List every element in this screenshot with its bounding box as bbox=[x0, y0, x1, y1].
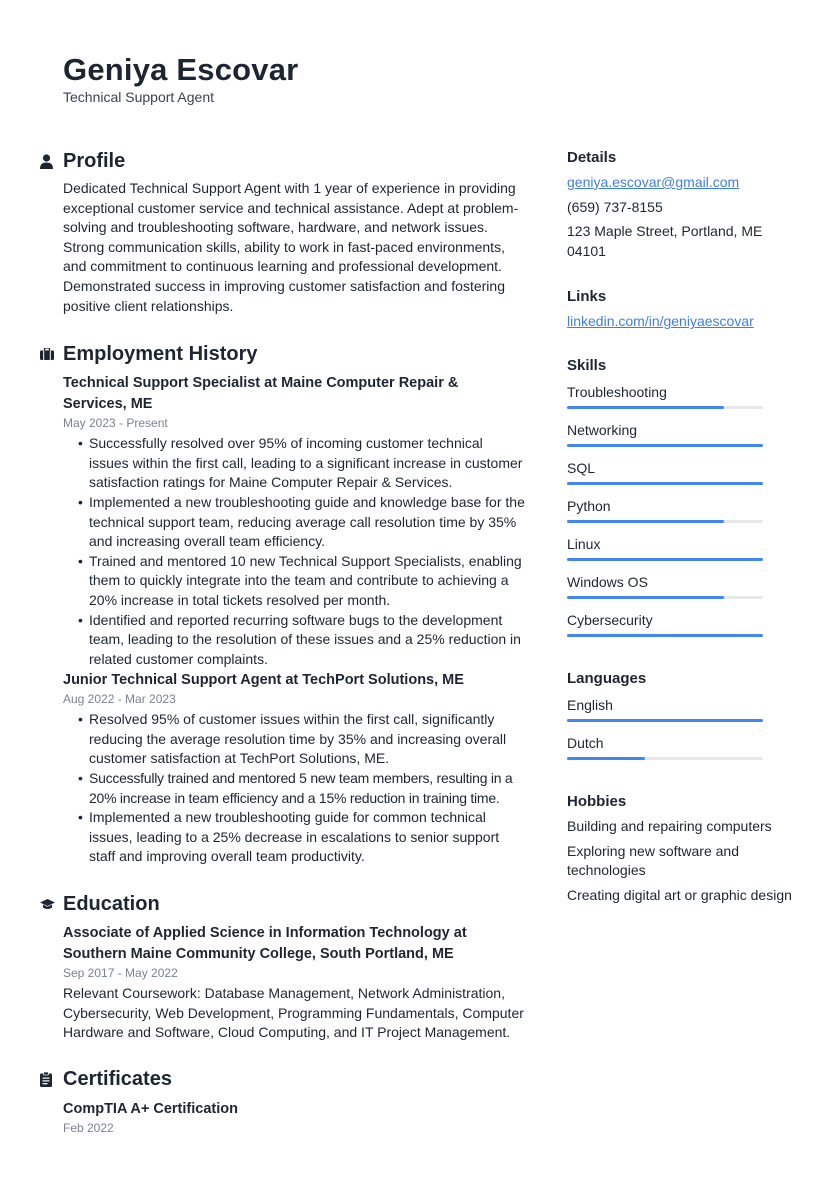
skill-item bbox=[567, 419, 797, 457]
linkedin-link[interactable]: linkedin.com/in/geniyaescovar bbox=[567, 313, 754, 330]
certificates-title: Certificates bbox=[63, 1068, 172, 1091]
phone-text: (659) 737-8155 bbox=[567, 198, 663, 215]
skill-item bbox=[567, 571, 797, 609]
certificates-section bbox=[40, 1065, 525, 1137]
language-level-bar bbox=[567, 757, 763, 760]
skill-level-fill bbox=[567, 634, 763, 637]
skill-level-bar bbox=[567, 520, 763, 523]
bullet-item: • Resolved 95% of customer issues within the first call, significantly reducing the average resolution time by 35% and increasing overall customer satisfaction at TechPort Solutions, ME. bbox=[78, 710, 525, 769]
briefcase-icon bbox=[40, 345, 63, 363]
skill-level-bar bbox=[567, 596, 763, 599]
bullet-item: • Successfully resolved over 95% of incoming customer technical issues within the first call, leading to a significant increase in customer satisfaction ratings for Maine Computer Repair & Services. bbox=[78, 434, 525, 493]
language-level-fill bbox=[567, 719, 763, 722]
education-title: Education bbox=[63, 892, 160, 915]
skill-level-bar bbox=[567, 558, 763, 561]
job-dates: Aug 2022 - Mar 2023 bbox=[63, 692, 176, 707]
education-dates: Sep 2017 - May 2022 bbox=[63, 966, 178, 981]
certificate-date: Feb 2022 bbox=[63, 1120, 114, 1135]
links-section bbox=[567, 285, 797, 332]
hobby-item: Exploring new software and technologies bbox=[567, 842, 739, 879]
job-dates: May 2023 - Present bbox=[63, 416, 168, 431]
details-title: Details bbox=[567, 149, 617, 166]
certificates-heading bbox=[40, 1065, 525, 1095]
degree-title: Associate of Applied Science in Information Technology at Southern Maine Community College, South Portland, ME bbox=[63, 925, 467, 963]
skill-label: Windows OS bbox=[567, 573, 648, 590]
skill-level-fill bbox=[567, 444, 763, 447]
skill-label: Networking bbox=[567, 421, 638, 438]
skill-item bbox=[567, 495, 797, 533]
bullet-item: • Successfully trained and mentored 5 new team members, resulting in a 20% increase in team efficiency and a 15% reduction in training time. bbox=[78, 769, 525, 808]
job-title: Junior Technical Support Agent at TechPort Solutions, ME bbox=[63, 672, 464, 689]
education-section bbox=[40, 889, 525, 1043]
profile-title: Profile bbox=[63, 149, 126, 172]
skill-level-bar bbox=[567, 482, 763, 485]
language-item bbox=[567, 694, 797, 732]
profile-text: Dedicated Technical Support Agent with 1 year of experience in providing exceptional customer service and technical assistance. Adept at problem-solving and troubleshooting software, hardware, and network issues. Strong communication skills, ability to work in fast-paced environments, and commitment to continuous learning and professional development. Demonstrated success in improving customer satisfaction and fostering positive client relationships. bbox=[63, 180, 519, 314]
skill-label: SQL bbox=[567, 459, 596, 476]
person-icon bbox=[40, 152, 63, 170]
bullet-item: • Implemented a new troubleshooting guide and knowledge base for the technical support team, reducing average call resolution time by 35% and increasing overall team efficiency. bbox=[78, 493, 525, 552]
email-link[interactable]: geniya.escovar@gmail.com bbox=[567, 174, 740, 190]
language-item bbox=[567, 732, 797, 770]
skill-item bbox=[567, 609, 797, 647]
bullet-item: • Implemented a new troubleshooting guide for common technical issues, leading to a 25% decrease in escalations to senior support staff and improving overall team productivity. bbox=[78, 808, 525, 867]
links-title: Links bbox=[567, 288, 607, 306]
bullet-item: • Identified and reported recurring software bugs to the development team, leading to the resolution of these issues and a 25% reduction in related customer complaints. bbox=[78, 611, 525, 670]
job-bullets bbox=[63, 434, 525, 669]
skills-title: Skills bbox=[567, 356, 607, 374]
resume-header bbox=[63, 52, 298, 106]
bullet-item: • Trained and mentored 10 new Technical Support Specialists, enabling them to quickly integrate into the team and contribute to achieving a 20% increase in total tickets resolved per month. bbox=[78, 552, 525, 611]
profile-heading bbox=[40, 146, 525, 176]
skill-level-fill bbox=[567, 482, 763, 485]
address-text: 123 Maple Street, Portland, ME 04101 bbox=[567, 223, 763, 259]
skill-level-fill bbox=[567, 596, 724, 599]
graduation-cap-icon bbox=[40, 895, 63, 913]
skill-label: Linux bbox=[567, 535, 601, 552]
job-entry bbox=[63, 373, 525, 669]
skill-level-fill bbox=[567, 520, 724, 523]
skill-item bbox=[567, 533, 797, 571]
job-title: Technical Support Specialist at Maine Computer Repair & Services, ME bbox=[63, 375, 459, 413]
job-entry bbox=[63, 670, 525, 867]
languages-list bbox=[567, 694, 797, 770]
skill-level-fill bbox=[567, 406, 724, 409]
language-label: English bbox=[567, 696, 613, 713]
employment-section bbox=[40, 339, 525, 867]
education-heading bbox=[40, 889, 525, 919]
employment-heading bbox=[40, 339, 525, 369]
education-text: Relevant Coursework: Database Management, Network Administration, Cybersecurity, Web Development, Programming Fundamentals, Computer Hardware and Software, Cloud Computing, and IT Project Management. bbox=[63, 985, 524, 1041]
hobby-item: Building and repairing computers bbox=[567, 817, 772, 834]
language-label: Dutch bbox=[567, 734, 604, 751]
languages-section bbox=[567, 667, 797, 770]
languages-title: Languages bbox=[567, 669, 647, 687]
skill-label: Troubleshooting bbox=[567, 383, 667, 400]
profile-section bbox=[40, 146, 525, 316]
sidebar-column bbox=[567, 146, 797, 925]
employment-title: Employment History bbox=[63, 342, 258, 365]
skills-section bbox=[567, 354, 797, 647]
clipboard-icon bbox=[40, 1071, 63, 1089]
certificate-name: CompTIA A+ Certification bbox=[63, 1100, 238, 1117]
main-column bbox=[40, 146, 525, 1159]
hobbies-title: Hobbies bbox=[567, 792, 627, 810]
hobbies-section bbox=[567, 790, 797, 905]
skill-label: Python bbox=[567, 497, 611, 514]
skills-list bbox=[567, 381, 797, 647]
skill-item bbox=[567, 457, 797, 495]
hobby-item: Creating digital art or graphic design bbox=[567, 886, 792, 903]
language-level-bar bbox=[567, 719, 763, 722]
candidate-title: Technical Support Agent bbox=[63, 89, 214, 105]
skill-level-fill bbox=[567, 558, 763, 561]
skill-item bbox=[567, 381, 797, 419]
job-bullets bbox=[63, 710, 525, 867]
skill-level-bar bbox=[567, 406, 763, 409]
language-level-fill bbox=[567, 757, 645, 760]
skill-level-bar bbox=[567, 444, 763, 447]
skill-level-bar bbox=[567, 634, 763, 637]
candidate-name: Geniya Escovar bbox=[63, 52, 299, 87]
skill-label: Cybersecurity bbox=[567, 611, 653, 628]
details-section bbox=[567, 146, 797, 261]
